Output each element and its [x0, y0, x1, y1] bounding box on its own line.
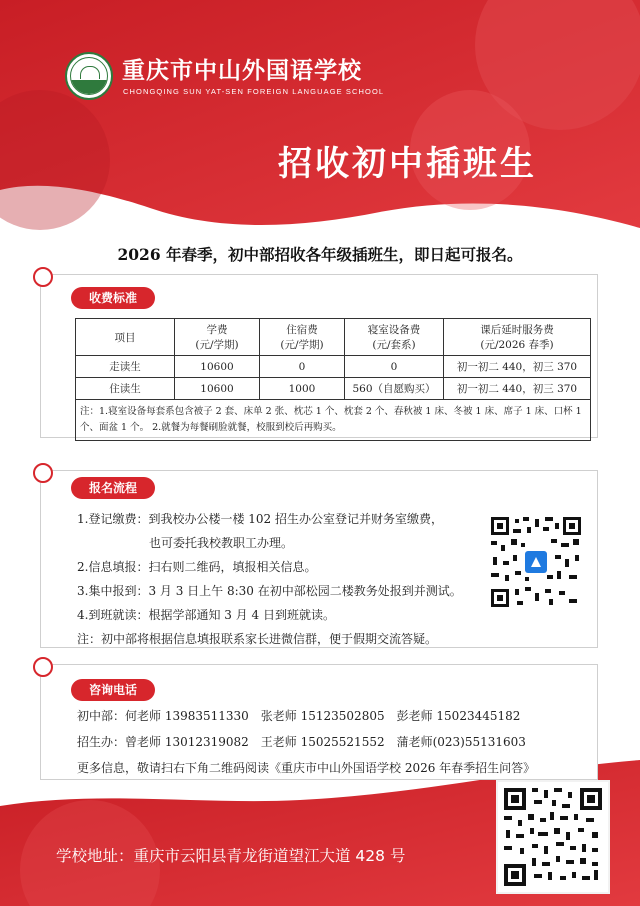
process-steps — [77, 507, 462, 651]
table-cell: 住读生 — [76, 378, 175, 400]
section-marker — [33, 657, 53, 677]
registration-qr-code[interactable] — [489, 515, 583, 609]
contact-section-title: 咨询电话 — [71, 679, 155, 701]
page-headline: 招收初中插班生 — [278, 144, 537, 184]
fee-note: 注：1.寝室设备每套系包含被子 2 套、床单 2 张、枕芯 1 个、枕套 2 个、春秋被 1 床、冬被 1 床、席子 1 床、口杯 1 个、面盆 1 个。 2.就餐为每餐刷脸就餐，校服到校后再购买。 — [76, 400, 591, 441]
process-section-title: 报名流程 — [71, 477, 155, 499]
contact-section — [40, 664, 598, 780]
table-cell: 0 — [345, 356, 444, 378]
faq-qr-code[interactable] — [496, 780, 610, 894]
table-cell: 560（自愿购买） — [345, 378, 444, 400]
section-marker — [33, 267, 53, 287]
list-item: 1.登记缴费：到我校办公楼一楼 102 招生办公室登记并财务室缴费， — [77, 512, 443, 526]
process-section — [40, 470, 598, 648]
table-row — [76, 356, 591, 378]
header-cell: 住宿费 (元/学期) — [260, 319, 345, 356]
fee-section — [40, 274, 598, 438]
list-item: 3.集中报到：3 月 3 日上午 8:30 在初中部松园二楼教务处报到并测试。 — [77, 584, 462, 598]
school-name-en: CHONGQING SUN YAT-SEN FOREIGN LANGUAGE SCHOOL — [123, 87, 385, 96]
list-item: 更多信息，敬请扫右下角二维码阅读《重庆市中山外国语学校 2026 年春季招生问答》 — [77, 761, 536, 775]
contact-lines — [77, 703, 535, 781]
table-cell: 0 — [260, 356, 345, 378]
header-cell: 学费 (元/学期) — [175, 319, 260, 356]
table-row — [76, 378, 591, 400]
table-cell: 走读生 — [76, 356, 175, 378]
intro-text: 2026 年春季，初中部招收各年级插班生，即日起可报名。 — [117, 245, 523, 264]
fee-table — [75, 318, 591, 441]
school-name: 重庆市中山外国语学校 — [122, 58, 362, 84]
table-cell: 初一初二 440，初三 370 — [444, 356, 591, 378]
list-item: 招生办：曾老师 13012319082 王老师 15025521552 蒲老师(023)55131603 — [77, 735, 526, 749]
list-item: 注：初中部将根据信息填报联系家长进微信群，便于假期交流答疑。 — [77, 632, 438, 646]
table-header-row — [76, 319, 591, 356]
list-item: 4.到班就读：根据学部通知 3 月 4 日到班就读。 — [77, 608, 335, 622]
table-cell: 初一初二 440，初三 370 — [444, 378, 591, 400]
header-cell: 项目 — [76, 319, 175, 356]
header-cell: 课后延时服务费 (元/2026 春季) — [444, 319, 591, 356]
table-cell: 1000 — [260, 378, 345, 400]
list-item: 2.信息填报：扫右则二维码，填报相关信息。 — [77, 560, 317, 574]
list-item: 也可委托我校教职工办理。 — [77, 536, 294, 550]
school-address: 学校地址：重庆市云阳县青龙街道望江大道 428 号 — [56, 847, 406, 865]
header-cell: 寝室设备费 (元/套系) — [345, 319, 444, 356]
table-cell: 10600 — [175, 356, 260, 378]
section-marker — [33, 463, 53, 483]
table-cell: 10600 — [175, 378, 260, 400]
table-note-row — [76, 400, 591, 441]
school-logo — [65, 52, 113, 100]
list-item: 初中部：何老师 13983511330 张老师 15123502805 彭老师 15023445182 — [77, 709, 521, 723]
fee-section-title: 收费标准 — [71, 287, 155, 309]
